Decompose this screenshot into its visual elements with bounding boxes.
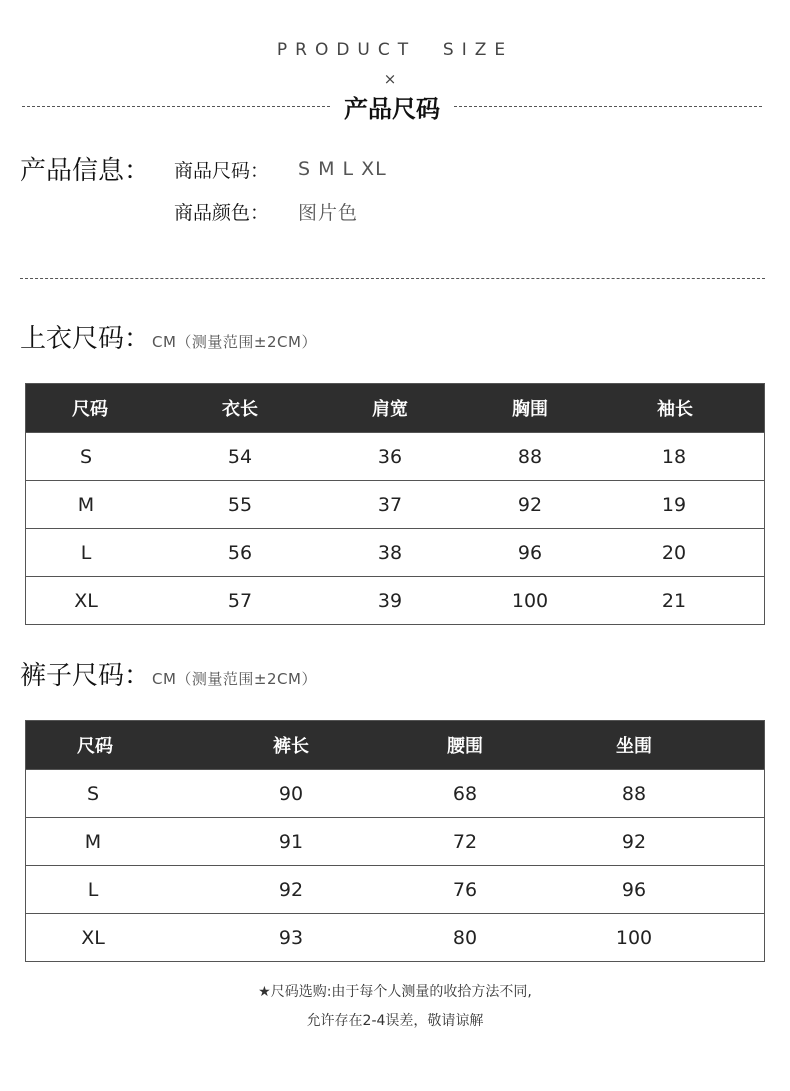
size-value: S M L XL bbox=[298, 158, 387, 180]
table-row bbox=[26, 817, 764, 865]
table-row bbox=[26, 480, 764, 528]
table-row bbox=[26, 576, 764, 624]
cell-hip: 100 bbox=[615, 926, 653, 949]
table-row bbox=[26, 913, 764, 961]
top-size-note: CM（测量范围±2CM） bbox=[152, 333, 317, 351]
cell-size: M bbox=[77, 493, 95, 516]
cell-length: 56 bbox=[227, 541, 253, 564]
cell-shoulder: 38 bbox=[377, 541, 403, 564]
top-col-chest: 胸围 bbox=[512, 399, 548, 420]
cell-size: S bbox=[79, 445, 93, 468]
cell-hip: 88 bbox=[621, 782, 647, 805]
pants-size-title: 裤子尺码： bbox=[20, 661, 151, 691]
pants-size-note: CM（测量范围±2CM） bbox=[152, 670, 317, 688]
top-table-header bbox=[26, 384, 764, 432]
cell-length: 93 bbox=[278, 926, 304, 949]
pants-col-hip: 坐围 bbox=[616, 736, 652, 757]
color-value: 图片色 bbox=[298, 202, 359, 224]
title-row bbox=[22, 88, 762, 124]
cell-size: XL bbox=[81, 926, 105, 949]
footnote-line-1: ★尺码选购:由于每个人测量的收拾方法不同, bbox=[258, 984, 532, 1000]
table-row bbox=[26, 528, 764, 576]
cell-size: L bbox=[87, 878, 99, 901]
pants-size-heading bbox=[20, 655, 317, 692]
cell-waist: 76 bbox=[452, 878, 478, 901]
cell-length: 91 bbox=[278, 830, 304, 853]
top-col-length: 衣长 bbox=[222, 399, 258, 420]
page-title: 产品尺码 bbox=[344, 94, 440, 123]
cell-waist: 68 bbox=[452, 782, 478, 805]
pants-table-header bbox=[26, 721, 764, 769]
section-divider bbox=[20, 278, 765, 279]
cell-chest: 92 bbox=[517, 493, 543, 516]
product-info-label: 产品信息： bbox=[20, 156, 151, 186]
cell-shoulder: 36 bbox=[377, 445, 403, 468]
footnote-line-2: 允许存在2-4误差，敬请谅解 bbox=[306, 1013, 484, 1029]
pants-col-length: 裤长 bbox=[273, 736, 309, 757]
cell-chest: 88 bbox=[517, 445, 543, 468]
cell-shoulder: 39 bbox=[377, 589, 403, 612]
cell-sleeve: 20 bbox=[661, 541, 687, 564]
cell-hip: 96 bbox=[621, 878, 647, 901]
top-size-table bbox=[25, 383, 765, 625]
cell-waist: 72 bbox=[452, 830, 478, 853]
cell-length: 57 bbox=[227, 589, 253, 612]
size-key: 商品尺码： bbox=[174, 160, 270, 182]
cell-shoulder: 37 bbox=[377, 493, 403, 516]
color-key: 商品颜色： bbox=[174, 202, 270, 224]
cell-size: S bbox=[86, 782, 100, 805]
eyebrow-text: PRODUCT SIZE bbox=[276, 40, 514, 60]
cell-size: M bbox=[84, 830, 102, 853]
cell-waist: 80 bbox=[452, 926, 478, 949]
table-row bbox=[26, 432, 764, 480]
cell-sleeve: 19 bbox=[661, 493, 687, 516]
top-size-title: 上衣尺码： bbox=[20, 324, 151, 354]
cell-length: 55 bbox=[227, 493, 253, 516]
cell-hip: 92 bbox=[621, 830, 647, 853]
cross-mark: × bbox=[383, 70, 397, 88]
cell-length: 54 bbox=[227, 445, 253, 468]
pants-col-size: 尺码 bbox=[77, 736, 113, 757]
table-row bbox=[26, 865, 764, 913]
left-dashed-line bbox=[22, 106, 330, 107]
table-row bbox=[26, 769, 764, 817]
top-col-sleeve: 袖长 bbox=[657, 399, 693, 420]
cell-length: 90 bbox=[278, 782, 304, 805]
right-dashed-line bbox=[454, 106, 762, 107]
cell-size: XL bbox=[74, 589, 98, 612]
top-col-size: 尺码 bbox=[72, 399, 108, 420]
top-col-shoulder: 肩宽 bbox=[372, 399, 408, 420]
cell-chest: 100 bbox=[511, 589, 549, 612]
cell-chest: 96 bbox=[517, 541, 543, 564]
pants-size-table bbox=[25, 720, 765, 962]
cell-length: 92 bbox=[278, 878, 304, 901]
top-size-heading bbox=[20, 318, 317, 355]
cell-sleeve: 21 bbox=[661, 589, 687, 612]
pants-col-waist: 腰围 bbox=[447, 736, 483, 757]
cell-size: L bbox=[80, 541, 92, 564]
cell-sleeve: 18 bbox=[661, 445, 687, 468]
